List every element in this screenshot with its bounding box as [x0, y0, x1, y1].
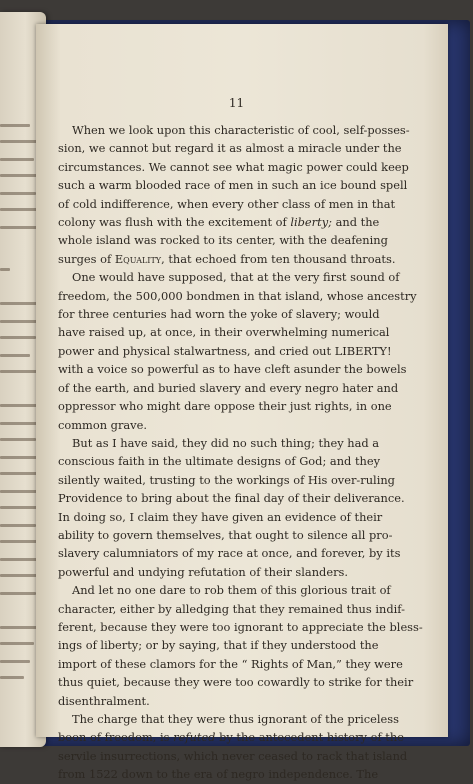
- text-line: colony was flush with the excitement of liberty; and the: [58, 215, 380, 230]
- text-line: powerful and undying refutation of their slanders.: [58, 564, 348, 579]
- text-line: power and physical stalwartness, and cried out LIBERTY!: [58, 343, 392, 358]
- text-line: whole island was rocked to its center, with the deafening: [58, 233, 388, 248]
- text-line: thus quiet, because they were too cowardly to strike for their: [58, 675, 414, 690]
- text-line: slavery calumniators of my race at once, and forever, by its: [58, 546, 401, 561]
- text-line: such a warm blooded race of men in such an ice bound spell: [58, 178, 408, 193]
- page-number: 11: [228, 96, 245, 110]
- text-line: But as I have said, they did no such thing; they had a: [72, 435, 380, 450]
- text-line: have raised up, at once, in their overwhelming numerical: [58, 325, 390, 340]
- paragraph-4: [58, 581, 423, 710]
- text-line: When we look upon this characteristic of cool, self-posses-: [72, 123, 410, 137]
- text-line: ability to govern themselves, that ought to silence all pro-: [58, 527, 393, 542]
- text-line: import of these clamors for the “ Rights of Man,” they were: [58, 656, 403, 671]
- text-line: of cold indifference, when every other class of men in that: [58, 196, 396, 211]
- text-line: freedom, the 500,000 bondmen in that island, whose ancestry: [58, 288, 417, 303]
- text-line: circumstances. We cannot see what magic power could keep: [58, 159, 409, 174]
- text-line: In doing so, I claim they have given an evidence of their: [58, 509, 383, 524]
- text-line: The charge that they were thus ignorant of the priceless: [72, 712, 399, 726]
- text-line: with a voice so powerful as to have cleft asunder the bowels: [58, 362, 407, 377]
- text-line: One would have supposed, that at the very first sound of: [72, 270, 400, 285]
- paragraph-3: [58, 434, 405, 581]
- text-line: conscious faith in the ultimate designs of God; and they: [58, 454, 381, 469]
- text-line: servile insurrections, which never ceased to rack that island: [58, 748, 408, 763]
- text-line: sion, we cannot but regard it as almost a miracle under the: [58, 141, 402, 156]
- text-line: common grave.: [58, 417, 147, 432]
- text-line: character, either by alledging that they remained thus indif-: [58, 601, 405, 616]
- text-line: Providence to bring about the final day of their deliverance.: [58, 491, 405, 506]
- text-line: ings of liberty; or by saying, that if they understood the: [58, 638, 379, 653]
- text-line: And let no one dare to rob them of this glorious trait of: [72, 583, 391, 598]
- text-line: oppressor who might dare oppose their just rights, in one: [58, 399, 392, 414]
- paragraph-2: [58, 268, 417, 434]
- text-line: from 1522 down to the era of negro independence. The: [58, 767, 379, 782]
- text-line: of the earth, and buried slavery and every negro hater and: [58, 380, 399, 395]
- text-line: ferent, because they were too ignorant to appreciate the bless-: [58, 619, 423, 634]
- paragraph-5: [58, 710, 408, 784]
- paragraph-1: [58, 121, 410, 268]
- text-line: silently waited, trusting to the workings of His over-ruling: [58, 472, 395, 487]
- text-line: for three centuries had worn the yoke of slavery; would: [58, 307, 380, 322]
- text-line: surges of Equality, that echoed from ten thousand throats.: [58, 251, 396, 266]
- page-body: [58, 121, 423, 784]
- text-line: boon of freedom, is refuted by the antecedent history of the: [58, 730, 404, 745]
- text-line: disenthralment.: [58, 693, 150, 708]
